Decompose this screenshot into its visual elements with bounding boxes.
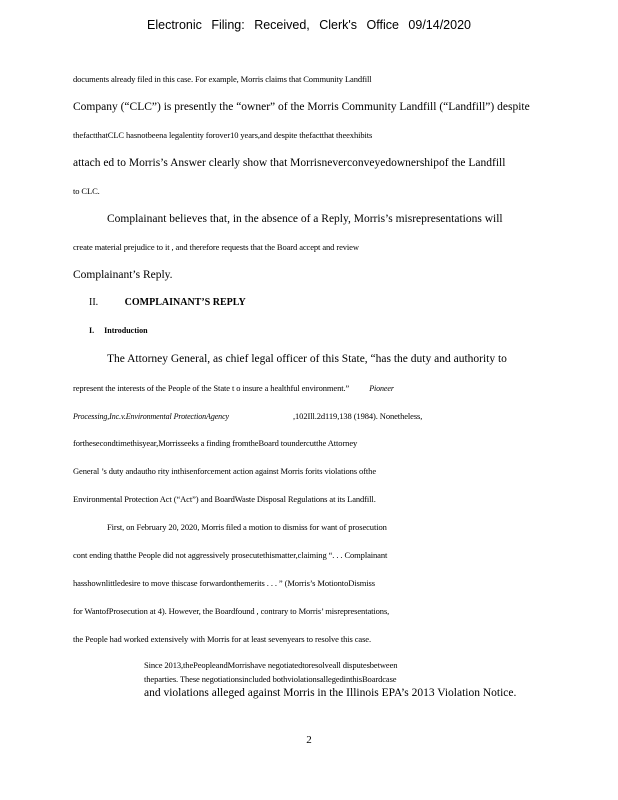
subsection-title: Introduction	[104, 326, 148, 335]
body-line: create material prejudice to it , and therefore requests that the Board accept and review	[73, 242, 359, 252]
body-line: the People had worked extensively with Morris for at least sevenyears to resolve this case.	[73, 634, 371, 644]
page-number: 2	[306, 734, 312, 746]
body-line: thefactthatCLC hasnotbeena legalentity forover10 years,and despite thefactthat theexhibits	[73, 130, 373, 140]
body-line: Processing,Inc.v.Environmental ProtectionAgency ,102Ill.2d119,138 (1984). Nonetheless,	[73, 411, 423, 421]
body-line: The Attorney General, as chief legal officer of this State, “has the duty and authority to	[107, 353, 507, 365]
body-line: for WantofProsecution at 4). However, the Boardfound , contrary to Morris’ misrepresentations,	[73, 606, 390, 616]
body-line: Company (“CLC”) is presently the “owner” of the Morris Community Landfill (“Landfill”) despite	[73, 101, 530, 113]
body-line: General ’s duty andautho rity inthisenforcement action against Morris forits violations ofthe	[73, 466, 377, 476]
case-citation: Pioneer	[369, 384, 394, 393]
section-title: COMPLAINANT’S REPLY	[124, 297, 246, 308]
body-line: First, on February 20, 2020, Morris filed a motion to dismiss for want of prosecution	[107, 522, 387, 532]
body-line: documents already filed in this case. For example, Morris claims that Community Landfill	[73, 74, 372, 84]
body-line: to CLC.	[73, 186, 100, 196]
section-number: II.	[89, 297, 99, 308]
subsection-number: I.	[89, 326, 95, 335]
block-quote-line: theparties. These negotiationsincluded bothviolationsallegedinthisBoardcase	[144, 674, 397, 684]
body-line: Complainant believes that, in the absence of a Reply, Morris’s misrepresentations will	[107, 213, 503, 225]
body-line: cont ending thatthe People did not aggressively prosecutethismatter,claiming “. . . Complainant	[73, 550, 388, 560]
body-line: Complainant’s Reply.	[73, 269, 173, 281]
body-line: hasshownlittledesire to move thiscase forwardonthemerits . . . ” (Morris’s MotiontoDismiss	[73, 578, 375, 588]
body-line: represent the interests of the People of the State t o insure a healthful environment.” Pioneer	[73, 383, 394, 393]
block-quote-line: Since 2013,thePeopleandMorrishave negotiatedtoresolveall disputesbetween	[144, 660, 398, 670]
body-line: Environmental Protection Act (“Act”) and BoardWaste Disposal Regulations at its Landfill.	[73, 494, 376, 504]
efiling-header: Electronic Filing: Received, Clerk's Office 09/14/2020	[147, 18, 471, 32]
case-citation: Processing,Inc.v.Environmental ProtectionAgency	[73, 412, 229, 421]
body-line: forthesecondtimethisyear,Morrisseeks a finding fromtheBoard toundercutthe Attorney	[73, 438, 358, 448]
subsection-heading	[89, 324, 536, 338]
body-line: attach ed to Morris’s Answer clearly show that Morrisneverconveyedownershipof the Landfill	[73, 157, 506, 169]
block-quote-line: and violations alleged against Morris in the Illinois EPA’s 2013 Violation Notice.	[144, 687, 517, 699]
section-heading	[89, 296, 536, 310]
